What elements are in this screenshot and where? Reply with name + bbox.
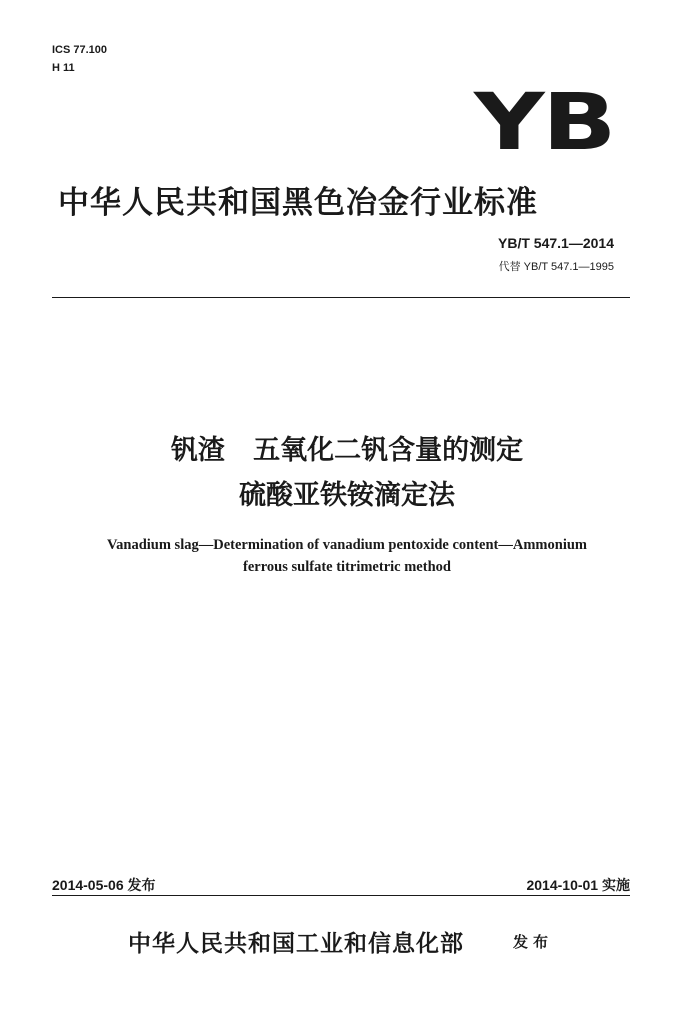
issue-label: 发布 bbox=[513, 933, 554, 951]
standard-number: YB/T 547.1—2014 bbox=[498, 235, 614, 251]
title-cn-line2: 硫酸亚铁铵滴定法 bbox=[239, 480, 455, 511]
footer-divider bbox=[52, 895, 630, 896]
ccs-code: H 11 bbox=[52, 62, 75, 74]
ics-code: ICS 77.100 bbox=[52, 44, 108, 56]
title-cn-line1: 钒渣 五氧化二钒含量的测定 bbox=[170, 435, 524, 466]
issue-date: 2014-05-06 发布 bbox=[52, 877, 156, 893]
title-en-line1: Vanadium slag—Determination of vanadium pentoxide content—Ammonium bbox=[106, 537, 587, 553]
issuing-authority: 中华人民共和国工业和信息化部 bbox=[128, 930, 464, 957]
title-en-line2: ferrous sulfate titrimetric method bbox=[243, 559, 451, 575]
standard-category-name: 中华人民共和国黑色冶金行业标准 bbox=[58, 185, 538, 221]
header-divider bbox=[52, 297, 630, 298]
yb-logo: YB bbox=[474, 78, 614, 168]
implementation-date: 2014-10-01 实施 bbox=[526, 877, 630, 893]
replaces-standard: 代替 YB/T 547.1—1995 bbox=[498, 261, 614, 273]
